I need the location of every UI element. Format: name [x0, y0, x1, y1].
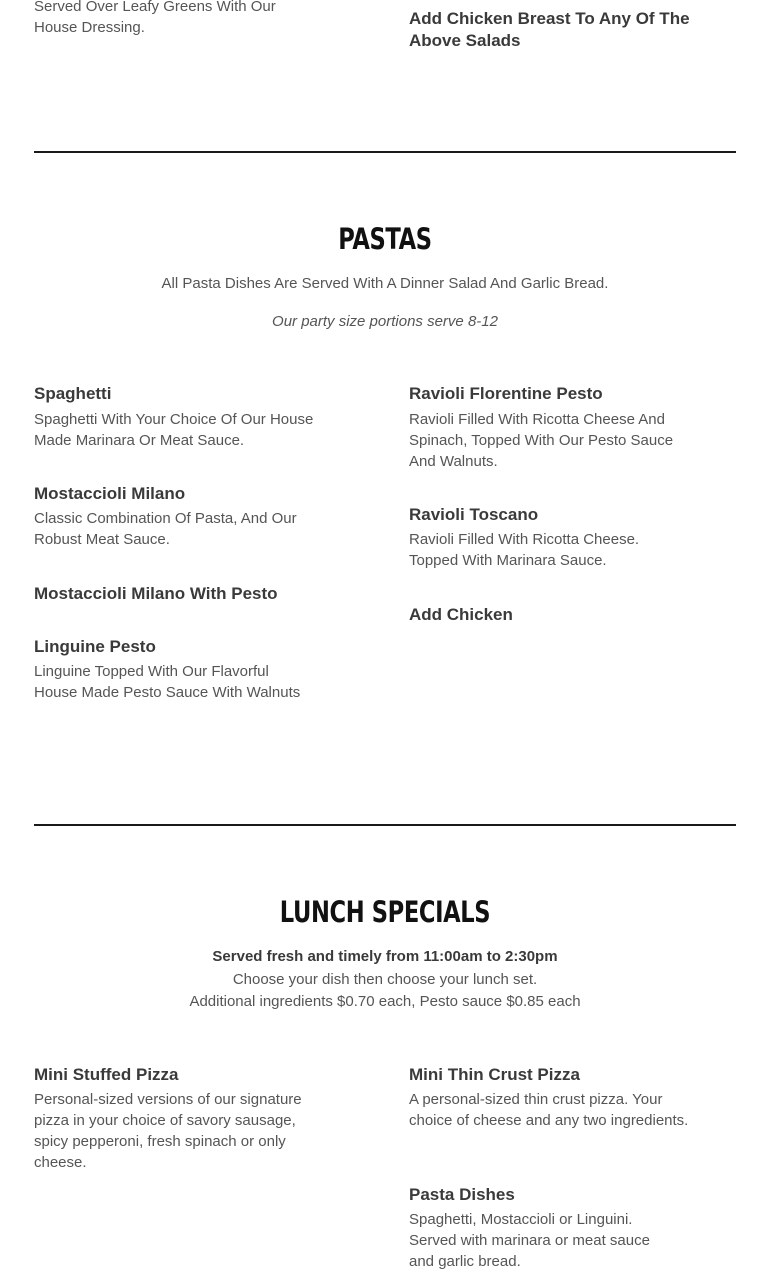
menu-item-title: Mini Stuffed Pizza — [34, 1065, 179, 1084]
menu-item-desc: Linguine Topped With Our Flavorful House Made Pesto Sauce With Walnuts — [34, 663, 301, 701]
menu-item-desc: Spaghetti, Mostaccioli or Linguini. Served with marinara or meat sauce and garlic bread. — [409, 1211, 650, 1270]
pastas-section-title: PASTAS — [338, 222, 432, 256]
menu-item-desc: Classic Combination Of Pasta, And Our Robust Meat Sauce. — [34, 510, 297, 548]
lunch-instructions: Choose your dish then choose your lunch set. — [232, 971, 538, 988]
add-chicken-salads-title: Add Chicken Breast To Any Of The Above Salads — [409, 9, 690, 50]
lunch-hours: Served fresh and timely from 11:00am to 2:30pm — [212, 948, 558, 965]
menu-item-title: Linguine Pesto — [34, 637, 156, 656]
menu-item-title: Pasta Dishes — [409, 1185, 515, 1204]
menu-item-title: Spaghetti — [34, 384, 112, 403]
menu-item-title: Mostaccioli Milano — [34, 484, 186, 503]
menu-item-desc: Ravioli Filled With Ricotta Cheese And Spinach, Topped With Our Pesto Sauce And Walnuts. — [409, 411, 674, 470]
pastas-party-note: Our party size portions serve 8-12 — [272, 313, 498, 330]
menu-item-desc: Spaghetti With Your Choice Of Our House Made Marinara Or Meat Sauce. — [34, 411, 314, 449]
lunch-section-title: LUNCH SPECIALS — [279, 895, 491, 929]
menu-item-title: Mini Thin Crust Pizza — [409, 1065, 580, 1084]
menu-item-desc: Ravioli Filled With Ricotta Cheese. Topped With Marinara Sauce. — [409, 531, 640, 569]
menu-item-title: Ravioli Florentine Pesto — [409, 384, 603, 403]
salad-item-desc: Served Over Leafy Greens With Our House Dressing. — [34, 0, 276, 36]
menu-item-title: Add Chicken — [409, 605, 513, 624]
lunch-additional-pricing: Additional ingredients $0.70 each, Pesto sauce $0.85 each — [189, 993, 581, 1010]
section-divider — [34, 824, 736, 826]
menu-item-title: Mostaccioli Milano With Pesto — [34, 584, 278, 603]
menu-item-desc: A personal-sized thin crust pizza. Your choice of cheese and any two ingredients. — [409, 1091, 689, 1129]
pastas-subtitle: All Pasta Dishes Are Served With A Dinner Salad And Garlic Bread. — [161, 275, 609, 292]
menu-item-title: Ravioli Toscano — [409, 505, 539, 524]
menu-item-desc: Personal-sized versions of our signature pizza in your choice of savory sausage, spicy pepperoni, fresh spinach or only cheese. — [34, 1091, 302, 1171]
section-divider — [34, 151, 736, 153]
